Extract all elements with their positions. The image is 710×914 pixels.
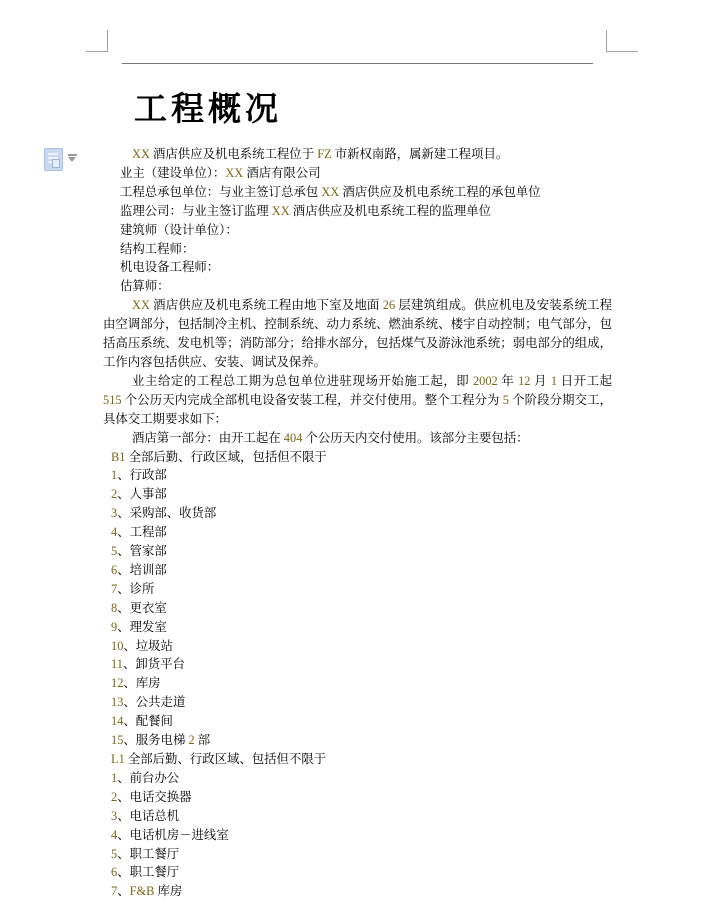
latin-text: XX (321, 184, 340, 199)
latin-text: B1 (111, 449, 126, 464)
paragraph: 工程总承包单位：与业主签订总承包 XX 酒店供应及机电系统工程的承包单位 (120, 184, 541, 199)
paragraph: 结构工程师： (120, 241, 195, 256)
paragraph: 1、前台办公 (111, 770, 180, 785)
latin-text: 7 (111, 884, 118, 899)
paragraph: 建筑师（设计单位）： (120, 222, 238, 237)
latin-text: XX (132, 298, 150, 313)
latin-text: 5 (111, 544, 118, 559)
paragraph: 10、垃圾站 (111, 638, 173, 653)
latin-text: 2 (188, 733, 195, 748)
latin-text: 1 (111, 770, 118, 785)
paragraph: 8、更衣室 (111, 600, 167, 615)
latin-text: 7 (111, 581, 118, 596)
latin-text: F&B (129, 884, 155, 899)
paragraph: 6、培训部 (111, 562, 167, 577)
paragraph: 4、电话机房－进线室 (111, 827, 229, 842)
paragraph: 2、人事部 (111, 487, 167, 502)
latin-text: 4 (111, 827, 118, 842)
paragraph: 14、配餐间 (111, 714, 173, 729)
paragraph: 酒店第一部分：由开工起在 404 个公历天内交付使用。该部分主要包括： (132, 430, 529, 445)
paragraph: 12、库房 (111, 676, 161, 691)
paragraph: XX 酒店供应及机电系统工程由地下室及地面 26 层建筑组成。供应机电及安装系统工程由空调部分，包括制冷主机、控制系统、动力系统、燃油系统、楼宇自动控制；电气部分，包括高压系统、发电机等；消防部分；给排水部分，包括煤气及游泳池系统；弱电部分的组成，工作内容包括供应、安装、调试及保养。 (103, 298, 612, 369)
latin-text: 4 (111, 525, 118, 540)
latin-text: 6 (111, 865, 118, 880)
latin-text: 8 (111, 600, 118, 615)
paragraph: B1 全部后勤、行政区域，包括但不限于 (111, 449, 327, 464)
paragraph: 13、公共走道 (111, 695, 186, 710)
latin-text: 10 (111, 638, 124, 653)
latin-text: 1 (111, 468, 118, 483)
latin-text: 2002 (472, 373, 498, 388)
latin-text: 12 (111, 676, 124, 691)
paragraph: 3、电话总机 (111, 808, 180, 823)
paste-options-button[interactable] (44, 148, 82, 172)
latin-text: 26 (382, 298, 396, 313)
latin-text: L1 (111, 752, 125, 766)
paragraph: XX 酒店供应及机电系统工程位于 FZ 市新权南路，属新建工程项目。 (132, 147, 509, 161)
latin-text: 12 (518, 373, 531, 388)
latin-text: 5 (502, 392, 509, 407)
paragraph: 3、采购部、收货部 (111, 506, 217, 521)
page-title: 工程概况 (134, 92, 282, 128)
paragraph: 监理公司：与业主签订监理 XX 酒店供应及机电系统工程的监理单位 (120, 203, 492, 218)
latin-text: 14 (111, 714, 124, 729)
paragraph: 机电设备工程师： (120, 260, 220, 275)
paragraph: 2、电话交换器 (111, 789, 192, 804)
paragraph: 11、卸货平台 (111, 657, 185, 672)
latin-text: 15 (111, 733, 124, 748)
paragraph: 4、工程部 (111, 525, 167, 540)
paragraph: 业主给定的工程总工期为总包单位进驻现场开始施工起，即 2002 年 12 月 1 日开工起 515 个公历天内完成全部机电设备安装工程，并交付使用。整个工程分为 5 个阶段分期交工，具体交工期要求如下： (103, 373, 613, 426)
paragraph: 6、职工餐厅 (111, 865, 180, 880)
latin-text: 3 (111, 808, 118, 823)
latin-text: 9 (111, 619, 118, 634)
latin-text: FZ (317, 147, 332, 161)
paragraph: 1、行政部 (111, 468, 167, 483)
paragraph: 7、诊所 (111, 581, 155, 596)
paragraph: L1 全部后勤、行政区域、包括但不限于 (111, 752, 327, 766)
paragraph: 估算师： (120, 279, 170, 294)
dropdown-arrow-icon (68, 154, 78, 164)
header-rule (122, 63, 593, 64)
latin-text: 1 (550, 373, 558, 388)
latin-text: 6 (111, 562, 118, 577)
paragraph: 15、服务电梯 2 部 (111, 733, 211, 748)
latin-text: XX (225, 165, 244, 180)
paragraph: 9、理发室 (111, 619, 167, 634)
margin-crop-mark-right (606, 30, 638, 52)
latin-text: 404 (283, 430, 303, 445)
margin-crop-mark-left (86, 30, 108, 52)
paragraph: 7、F&B 库房 (111, 884, 183, 899)
latin-text: 13 (111, 695, 124, 710)
latin-text: 515 (103, 392, 122, 407)
latin-text: 3 (111, 506, 118, 521)
clipboard-paste-icon (44, 148, 63, 171)
latin-text: 2 (111, 789, 118, 804)
paragraph: 5、管家部 (111, 544, 167, 559)
latin-text: 11 (111, 657, 123, 672)
paragraph: 5、职工餐厅 (111, 846, 180, 861)
latin-text: XX (132, 147, 150, 161)
latin-text: 5 (111, 846, 118, 861)
document-body (103, 145, 612, 901)
latin-text: 2 (111, 487, 118, 502)
paragraph: 业主（建设单位）：XX 酒店有限公司 (120, 165, 321, 180)
latin-text: XX (271, 203, 290, 218)
